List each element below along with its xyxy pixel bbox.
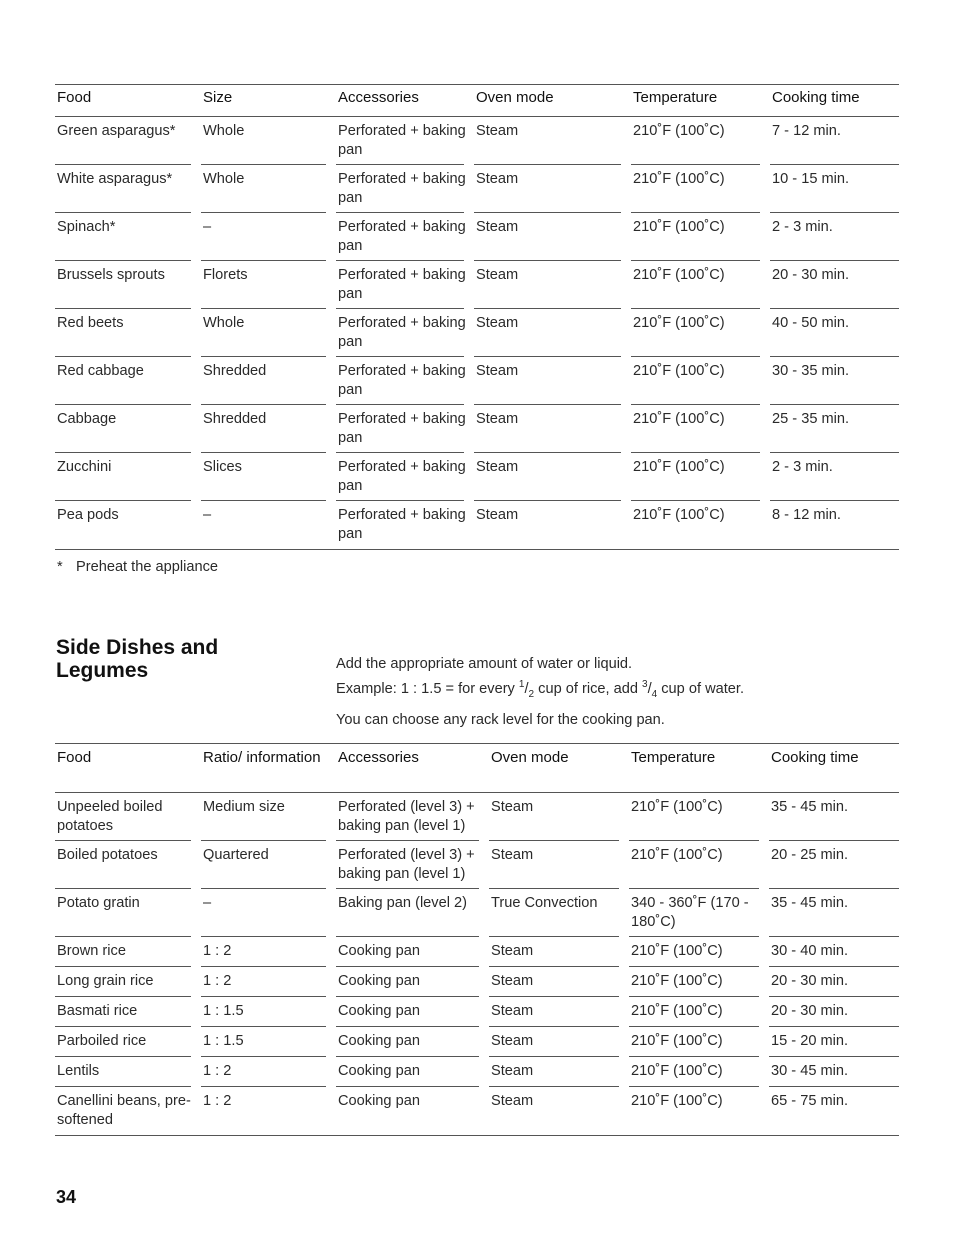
table-cell: 20 - 30 min. [770, 261, 899, 309]
table-row [55, 501, 899, 549]
table-cell: Baking pan (level 2) [336, 889, 489, 937]
table-cell: Cooking pan [336, 997, 489, 1027]
table-cell: Steam [476, 507, 519, 523]
table-cell: Perforated + baking pan [336, 357, 474, 405]
table-row [55, 841, 899, 889]
table-cell: Brussels sprouts [55, 261, 201, 309]
section-intro [336, 655, 856, 730]
table-cell: White asparagus* [55, 165, 201, 213]
table-cell: Steam [489, 967, 629, 997]
table-cell: 35 - 45 min. [769, 889, 899, 937]
table-cell: Perforated + baking pan [336, 165, 474, 213]
table-cell: 65 - 75 min. [771, 1093, 849, 1109]
table-cell: 1 : 2 [201, 937, 336, 967]
table-cell: 2 - 3 min. [770, 213, 899, 261]
table-cell: Steam [474, 213, 631, 261]
table-cell: 30 - 40 min. [769, 937, 899, 967]
table-cell: Perforated + baking pan [336, 309, 474, 357]
table-cell: Cooking pan [336, 967, 489, 997]
table-cell: 210˚F (100˚C) [631, 117, 770, 165]
table-row [55, 357, 899, 405]
table-cell: 20 - 25 min. [769, 841, 899, 889]
table-cell: Steam [474, 117, 631, 165]
table-cell: 210˚F (100˚C) [631, 165, 770, 213]
table-cell: 40 - 50 min. [770, 309, 899, 357]
table-cell: Boiled potatoes [55, 841, 201, 889]
table-header-row [55, 744, 899, 793]
table-cell: 210˚F (100˚C) [631, 453, 770, 501]
table-cell: Shredded [201, 405, 336, 453]
table-cell: Steam [489, 1027, 629, 1057]
table-cell: Perforated + baking pan [338, 507, 466, 542]
col-header-temperature: Temperature [629, 744, 769, 793]
table-cell: Steam [474, 261, 631, 309]
table-row [55, 1057, 899, 1087]
col-header-accessories: Accessories [336, 744, 489, 793]
table-cell: 2 - 3 min. [770, 453, 899, 501]
table-cell: 10 - 15 min. [770, 165, 899, 213]
table-cell: 20 - 30 min. [769, 967, 899, 997]
table-cell: 25 - 35 min. [770, 405, 899, 453]
side-dishes-table [55, 743, 899, 1136]
table-cell: Steam [474, 165, 631, 213]
table-cell: True Convection [489, 889, 629, 937]
table-cell: Brown rice [55, 937, 201, 967]
table-cell: 30 - 35 min. [770, 357, 899, 405]
table-cell: 210˚F (100˚C) [633, 507, 725, 523]
table-cell: Green asparagus* [55, 117, 201, 165]
table-cell: 35 - 45 min. [769, 793, 899, 841]
table-row [55, 453, 899, 501]
table-cell: Basmati rice [55, 997, 201, 1027]
table-cell: 210˚F (100˚C) [631, 1093, 723, 1109]
intro-line-1: Add the appropriate amount of water or liquid. [336, 656, 633, 672]
table-cell: 20 - 30 min. [769, 997, 899, 1027]
table-cell: Long grain rice [55, 967, 201, 997]
table-cell: 15 - 20 min. [769, 1027, 899, 1057]
table-cell: Pea pods [57, 507, 119, 523]
table-cell: Steam [489, 841, 629, 889]
table-cell: Cooking pan [336, 1057, 489, 1087]
intro-line-2: Example: 1 : 1.5 = for every $^1/_2$ cup of rice, add $^3/_4$ cup of water. [336, 678, 745, 700]
table-cell: 1 : 2 [201, 1057, 336, 1087]
table-cell: Spinach* [55, 213, 201, 261]
table-row [55, 1027, 899, 1057]
table-row [55, 937, 899, 967]
table-cell: Florets [201, 261, 336, 309]
table-row [55, 213, 899, 261]
table-cell: 7 - 12 min. [770, 117, 899, 165]
table-cell: 340 - 360˚F (170 - 180˚C) [629, 889, 769, 937]
table-cell: 1 : 1.5 [201, 1027, 336, 1057]
table-cell: Lentils [55, 1057, 201, 1087]
table-row [55, 165, 899, 213]
footnote [57, 559, 218, 575]
table-row [55, 793, 899, 841]
table-cell: Potato gratin [55, 889, 201, 937]
table-cell: – [201, 889, 336, 937]
table-cell: Whole [201, 309, 336, 357]
table-cell: 210˚F (100˚C) [631, 405, 770, 453]
table-cell: 210˚F (100˚C) [629, 1027, 769, 1057]
table-cell: Zucchini [55, 453, 201, 501]
col-header-size: Size [201, 85, 336, 117]
table-cell: Cabbage [55, 405, 201, 453]
table-row [55, 967, 899, 997]
table-cell: Whole [201, 117, 336, 165]
table-cell: 210˚F (100˚C) [631, 357, 770, 405]
table-cell: 1 : 1.5 [201, 997, 336, 1027]
footnote-marker: * [57, 559, 63, 575]
table-cell: Slices [201, 453, 336, 501]
table-cell: Canellini beans, pre-softened [57, 1093, 191, 1128]
table-cell: Cooking pan [338, 1093, 420, 1109]
table-cell: Steam [474, 357, 631, 405]
table-cell: Perforated + baking pan [336, 261, 474, 309]
table-cell: Steam [489, 1057, 629, 1087]
table-cell: 8 - 12 min. [772, 507, 841, 523]
section-heading: Side Dishes and Legumes [56, 636, 219, 682]
col-header-accessories: Accessories [336, 85, 474, 117]
table-cell: Red beets [55, 309, 201, 357]
table-cell: Medium size [201, 793, 336, 841]
table-cell: Steam [491, 1093, 534, 1109]
table-row [55, 997, 899, 1027]
table-cell: 30 - 45 min. [769, 1057, 899, 1087]
table-cell: Perforated + baking pan [336, 117, 474, 165]
table-cell: Steam [489, 997, 629, 1027]
vegetables-table [55, 84, 899, 550]
table-row [55, 889, 899, 937]
page-number: 34 [56, 1187, 77, 1207]
col-header-food: Food [55, 744, 201, 793]
col-header-oven-mode: Oven mode [489, 744, 629, 793]
table-cell: Perforated + baking pan [336, 453, 474, 501]
table-cell: Steam [489, 937, 629, 967]
col-header-ratio: Ratio/ information [201, 744, 336, 793]
table-cell: 210˚F (100˚C) [629, 997, 769, 1027]
table-cell: Perforated (level 3) + baking pan (level 1) [336, 793, 489, 841]
table-cell: Cooking pan [336, 937, 489, 967]
table-row [55, 261, 899, 309]
table-cell: Shredded [201, 357, 336, 405]
table-row [55, 309, 899, 357]
table-cell: – [201, 213, 336, 261]
table-cell: 210˚F (100˚C) [629, 1057, 769, 1087]
table-cell: 210˚F (100˚C) [629, 937, 769, 967]
table-cell: Steam [474, 453, 631, 501]
table-cell: Quartered [201, 841, 336, 889]
col-header-oven-mode: Oven mode [474, 85, 631, 117]
table-cell: 210˚F (100˚C) [629, 793, 769, 841]
table-cell: 210˚F (100˚C) [631, 213, 770, 261]
footnote-text: Preheat the appliance [76, 559, 218, 575]
table-cell: 210˚F (100˚C) [629, 967, 769, 997]
col-header-temperature: Temperature [631, 85, 770, 117]
col-header-cooking-time: Cooking time [770, 85, 899, 117]
table-cell: 210˚F (100˚C) [629, 841, 769, 889]
table-row [55, 405, 899, 453]
table-cell: Steam [489, 793, 629, 841]
intro-line-3: You can choose any rack level for the cooking pan. [336, 711, 665, 728]
table-row [55, 117, 899, 165]
table-cell: Whole [201, 165, 336, 213]
table-row [55, 1087, 899, 1135]
table-header-row [55, 85, 899, 117]
table-cell: – [203, 507, 212, 523]
table-cell: Perforated + baking pan [336, 405, 474, 453]
table-cell: Steam [474, 309, 631, 357]
table-cell: Cooking pan [336, 1027, 489, 1057]
table-cell: 1 : 2 [201, 967, 336, 997]
table-cell: Parboiled rice [55, 1027, 201, 1057]
table-cell: Perforated + baking pan [336, 213, 474, 261]
table-cell: Steam [474, 405, 631, 453]
col-header-food: Food [55, 85, 201, 117]
table-cell: 210˚F (100˚C) [631, 261, 770, 309]
table-cell: Perforated (level 3) + baking pan (level 1) [336, 841, 489, 889]
col-header-cooking-time: Cooking time [769, 744, 899, 793]
table-cell: Red cabbage [55, 357, 201, 405]
table-cell: 210˚F (100˚C) [631, 309, 770, 357]
table-cell: 1 : 2 [203, 1093, 232, 1109]
table-cell: Unpeeled boiled potatoes [55, 793, 201, 841]
